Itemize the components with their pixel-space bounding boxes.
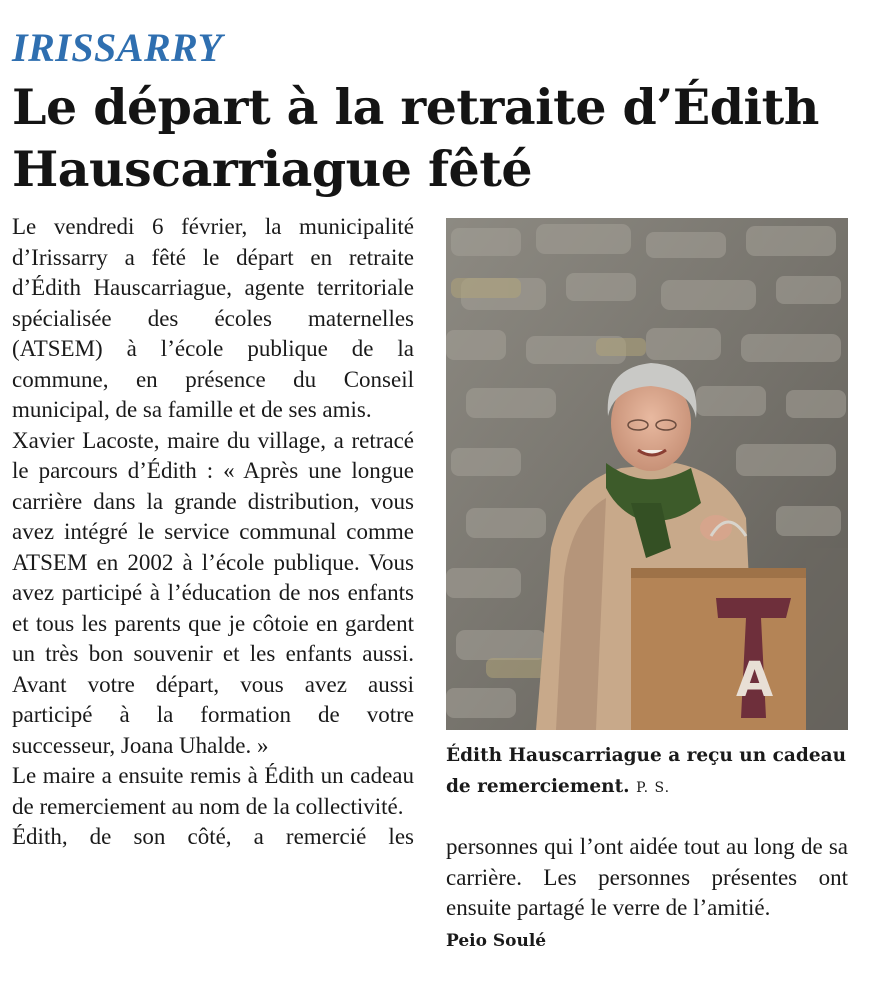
- photo-credit: P. S.: [636, 780, 671, 796]
- bag-letter: A: [736, 652, 774, 708]
- article-body-left: [12, 212, 414, 853]
- article-kicker: IRISSARRY: [12, 25, 223, 70]
- body-paragraph: Édith, de son côté, a remercié les: [12, 824, 414, 849]
- article-byline: Peio Soulé: [446, 930, 547, 951]
- article-photo: [446, 218, 848, 730]
- body-paragraph: Le maire a ensuite remis à Édith un cadeau de remerciement au nom de la collectivité.: [12, 763, 414, 819]
- photo-illustration: [446, 218, 848, 730]
- body-paragraph: personnes qui l’ont aidée tout au long de sa carrière. Les personnes présentes ont ensuite partagé le verre de l’amitié.: [446, 834, 848, 920]
- article-headline: Le départ à la retraite d’Édith Hauscarriague fêté: [12, 78, 819, 198]
- body-paragraph: Xavier Lacoste, maire du village, a retracé le parcours d’Édith : « Après une longue carrière dans la grande distribution, vous avez intégré le service communal comme ATSEM en 2002 à l’école publique. Vous avez participé à l’éducation de nos enfants et tous les parents que je côtoie en gardent un très bon souvenir et les enfants aussi. Avant votre départ, vous avez aussi participé à la formation de votre successeur, Joana Uhalde. »: [12, 427, 414, 758]
- photo-caption: [446, 740, 848, 804]
- caption-text: Édith Hauscarriague a reçu un cadeau de remerciement.: [446, 745, 847, 797]
- article-body-right: [446, 832, 848, 956]
- body-paragraph: Le vendredi 6 février, la municipalité d’Irissarry a fêté le départ en retraite d’Édith Hauscarriague, agente territoriale spécialisée des écoles maternelles (ATSEM) à l’école publique de la commune, en présence du Conseil municipal, de sa famille et de ses amis.: [12, 214, 414, 422]
